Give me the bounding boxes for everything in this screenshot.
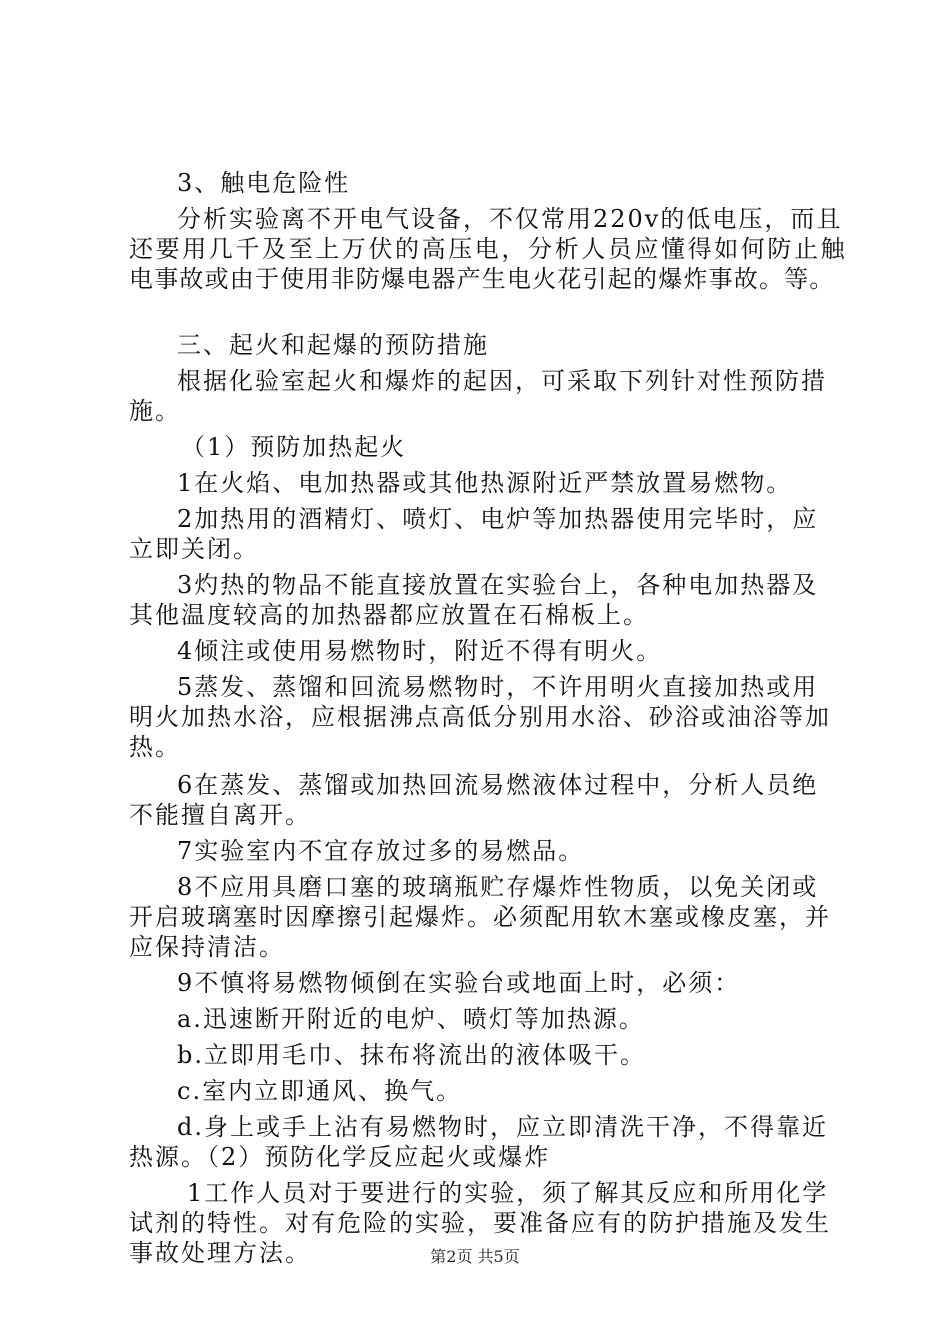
sub-list-item: b.立即用毛巾、抹布将流出的液体吸干。 [177, 1041, 646, 1069]
list-item: 1工作人员对于要进行的实验，须了解其反应和所用化学 [187, 1179, 829, 1207]
list-item: 6在蒸发、蒸馏或加热回流易燃液体过程中，分析人员绝 [177, 771, 819, 799]
document-body [129, 168, 848, 1268]
section-heading: 3、触电危险性 [177, 169, 351, 197]
page-number-footer: 第2页 共5页 [430, 1247, 520, 1266]
paragraph-line: 施。 [129, 397, 181, 425]
spacer [129, 294, 834, 330]
paragraph-line: 还要用几千及至上万伏的高压电，分析人员应懂得如何防止触 [129, 235, 848, 263]
list-item: 1在火焰、电加热器或其他热源附近严禁放置易燃物。 [177, 469, 793, 497]
paragraph-line: 事故处理方法。 [129, 1239, 311, 1267]
paragraph-line: 其他温度较高的加热器都应放置在石棉板上。 [129, 601, 649, 629]
list-item: 4倾注或使用易燃物时，附近不得有明火。 [177, 637, 663, 665]
list-item: 7实验室内不宜存放过多的易燃品。 [177, 837, 585, 865]
list-item: 5蒸发、蒸馏和回流易燃物时，不许用明火直接加热或用 [177, 673, 819, 701]
paragraph-line: 试剂的特性。对有危险的实验，要准备应有的防护措施及发生 [129, 1209, 831, 1237]
list-item: 8不应用具磨口塞的玻璃瓶贮存爆炸性物质，以免关闭或 [177, 873, 819, 901]
paragraph-line: 根据化验室起火和爆炸的起因，可采取下列针对性预防措 [177, 367, 827, 395]
paragraph-line: 电事故或由于使用非防爆电器产生电火花引起的爆炸事故。等。 [129, 265, 835, 293]
list-item: 2加热用的酒精灯、喷灯、电炉等加热器使用完毕时，应 [177, 505, 819, 533]
paragraph-line: 开启玻璃塞时因摩擦引起爆炸。必须配用软木塞或橡皮塞，并 [129, 903, 831, 931]
subsection-heading: （1）预防加热起火 [181, 433, 407, 461]
paragraph-line: 立即关闭。 [129, 535, 259, 563]
sub-list-item: c.室内立即通风、换气。 [177, 1077, 463, 1105]
paragraph-line: 分析实验离不开电气设备，不仅常用220v的低电压，而且 [177, 205, 843, 233]
paragraph-line: 明火加热水浴，应根据沸点高低分别用水浴、砂浴或油浴等加 [129, 703, 831, 731]
list-item: 9不慎将易燃物倾倒在实验台或地面上时，必须： [177, 969, 741, 997]
paragraph-line: 热。 [129, 733, 181, 761]
sub-list-item: d.身上或手上沾有易燃物时，应立即清洗干净，不得靠近 [177, 1113, 828, 1141]
paragraph-line: 热源。（2）预防化学反应起火或爆炸 [129, 1143, 551, 1171]
paragraph-line: 不能擅自离开。 [129, 801, 311, 829]
list-item: 3灼热的物品不能直接放置在实验台上，各种电加热器及 [177, 571, 819, 599]
paragraph-line: 应保持清洁。 [129, 933, 285, 961]
section-heading: 三、起火和起爆的预防措施 [177, 331, 489, 359]
sub-list-item: a.迅速断开附近的电炉、喷灯等加热源。 [177, 1005, 645, 1033]
